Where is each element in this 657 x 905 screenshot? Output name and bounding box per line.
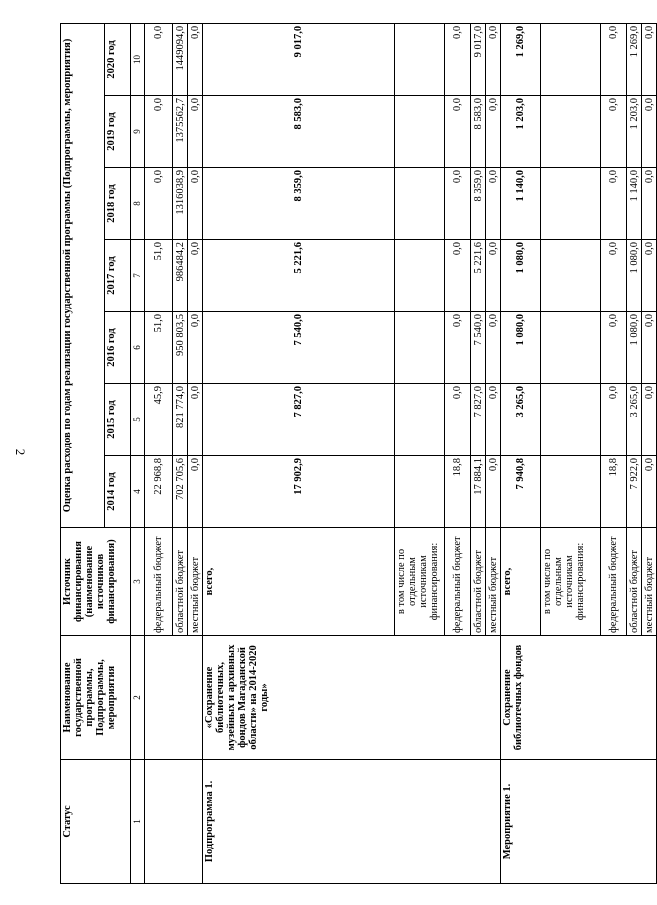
value-cell: 22 968,8 [145,456,173,528]
value-cell: 0,0 [188,312,203,384]
total-label: всего, [203,528,395,636]
value-cell: 0,0 [486,240,501,312]
source-cell: областной бюджет [627,528,642,636]
empty-cell [541,312,601,384]
value-cell: 0,0 [445,240,471,312]
value-cell: 1 080,0 [501,240,541,312]
column-number: 7 [131,240,145,312]
value-cell: 0,0 [601,312,627,384]
value-cell: 0,0 [188,456,203,528]
source-cell: областной бюджет [173,528,188,636]
value-cell: 8 359,0 [471,168,486,240]
value-cell: 821 774,0 [173,384,188,456]
empty-cell [395,168,445,240]
value-cell: 0,0 [188,168,203,240]
header-year: 2020 год [105,23,131,95]
value-cell: 0,0 [145,23,173,95]
value-cell: 1 140,0 [627,168,642,240]
value-cell: 51,0 [145,240,173,312]
value-cell: 0,0 [601,384,627,456]
value-cell: 0,0 [601,240,627,312]
value-cell: 1 269,0 [627,23,642,95]
header-row-1 [61,23,105,883]
column-number: 1 [131,760,145,884]
value-cell: 9 017,0 [471,23,486,95]
total-label: всего, [501,528,541,636]
table-row [145,23,173,883]
value-cell: 0,0 [445,312,471,384]
value-cell: 0,0 [188,240,203,312]
value-cell: 8 583,0 [471,96,486,168]
value-cell: 45,9 [145,384,173,456]
value-cell: 1 203,0 [627,96,642,168]
value-cell: 0,0 [642,456,657,528]
value-cell: 1 080,0 [627,240,642,312]
value-cell: 7 827,0 [471,384,486,456]
empty-cell [395,240,445,312]
including-label: в том числе по отдельным источникам финансирования: [541,528,601,636]
value-cell: 0,0 [486,384,501,456]
section-name: Сохранение библиотечных фондов [501,636,657,760]
section-status: Подпрограмма 1. [203,760,501,884]
value-cell: 0,0 [445,384,471,456]
empty-cell [395,312,445,384]
value-cell: 0,0 [642,312,657,384]
status-cell [145,760,203,884]
source-cell: местный бюджет [486,528,501,636]
source-cell: федеральный бюджет [145,528,173,636]
empty-cell [395,456,445,528]
name-cell [145,636,203,760]
value-cell: 0,0 [145,96,173,168]
source-cell: областной бюджет [471,528,486,636]
header-year: 2018 год [105,168,131,240]
value-cell: 0,0 [445,96,471,168]
column-number: 9 [131,96,145,168]
column-number: 5 [131,384,145,456]
page-number: 2 [13,448,28,456]
header-year: 2019 год [105,96,131,168]
value-cell: 1 080,0 [627,312,642,384]
empty-cell [541,96,601,168]
column-number: 3 [131,528,145,636]
value-cell: 5 221,6 [203,240,395,312]
column-number: 4 [131,456,145,528]
value-cell: 0,0 [486,23,501,95]
source-cell: федеральный бюджет [445,528,471,636]
section-total-row [203,23,395,883]
value-cell: 7 540,0 [471,312,486,384]
value-cell: 17 884,1 [471,456,486,528]
header-name: Наименование государственной программы, Подпрограммы, мероприятия [61,636,131,760]
empty-cell [395,384,445,456]
value-cell: 0,0 [145,168,173,240]
empty-cell [541,23,601,95]
value-cell: 0,0 [486,168,501,240]
value-cell: 1449094,0 [173,23,188,95]
value-cell: 18,8 [445,456,471,528]
header-year: 2015 год [105,384,131,456]
value-cell: 0,0 [601,23,627,95]
column-number: 2 [131,636,145,760]
value-cell: 18,8 [601,456,627,528]
value-cell: 51,0 [145,312,173,384]
section-status: Мероприятие 1. [501,760,657,884]
value-cell: 986484,2 [173,240,188,312]
value-cell: 3 265,0 [627,384,642,456]
value-cell: 7 922,0 [627,456,642,528]
value-cell: 0,0 [601,96,627,168]
value-cell: 3 265,0 [501,384,541,456]
column-number: 6 [131,312,145,384]
empty-cell [541,168,601,240]
value-cell: 0,0 [445,23,471,95]
value-cell: 950 803,5 [173,312,188,384]
header-status: Статус [61,760,131,884]
section-total-row [501,23,541,883]
value-cell: 0,0 [601,168,627,240]
value-cell: 1 203,0 [501,96,541,168]
value-cell: 7 940,8 [501,456,541,528]
value-cell: 0,0 [642,240,657,312]
empty-cell [395,23,445,95]
header-year: 2014 год [105,456,131,528]
header-year: 2016 год [105,312,131,384]
value-cell: 0,0 [642,384,657,456]
value-cell: 0,0 [188,384,203,456]
value-cell: 5 221,6 [471,240,486,312]
source-cell: федеральный бюджет [601,528,627,636]
value-cell: 0,0 [642,23,657,95]
empty-cell [541,240,601,312]
column-number: 10 [131,23,145,95]
value-cell: 7 827,0 [203,384,395,456]
value-cell: 702 705,6 [173,456,188,528]
header-year: 2017 год [105,240,131,312]
value-cell: 1 140,0 [501,168,541,240]
value-cell: 0,0 [486,456,501,528]
source-cell: местный бюджет [188,528,203,636]
rotated-page [60,24,655,884]
header-source: Источник финансирования (наименование источников финансирования) [61,528,131,636]
empty-cell [395,96,445,168]
value-cell: 1 269,0 [501,23,541,95]
budget-table [60,23,657,884]
value-cell: 8 583,0 [203,96,395,168]
column-number: 8 [131,168,145,240]
section-name: «Сохранение библиотечных, музейных и архивных фондов Магаданской области» на 2014-2020 годы» [203,636,501,760]
source-cell: местный бюджет [642,528,657,636]
value-cell: 17 902,9 [203,456,395,528]
value-cell: 1375562,7 [173,96,188,168]
value-cell: 0,0 [642,96,657,168]
value-cell: 0,0 [486,96,501,168]
value-cell: 1316038,9 [173,168,188,240]
value-cell: 9 017,0 [203,23,395,95]
header-estimate: Оценка расходов по годам реализации государственной программы (Подпрограммы, мероприятия) [61,23,105,527]
value-cell: 0,0 [188,96,203,168]
empty-cell [541,384,601,456]
including-label: в том числе по отдельным источникам финансирования: [395,528,445,636]
value-cell: 7 540,0 [203,312,395,384]
value-cell: 0,0 [188,23,203,95]
value-cell: 0,0 [642,168,657,240]
value-cell: 1 080,0 [501,312,541,384]
empty-cell [541,456,601,528]
column-number-row [131,23,145,883]
value-cell: 0,0 [486,312,501,384]
value-cell: 0,0 [445,168,471,240]
value-cell: 8 359,0 [203,168,395,240]
